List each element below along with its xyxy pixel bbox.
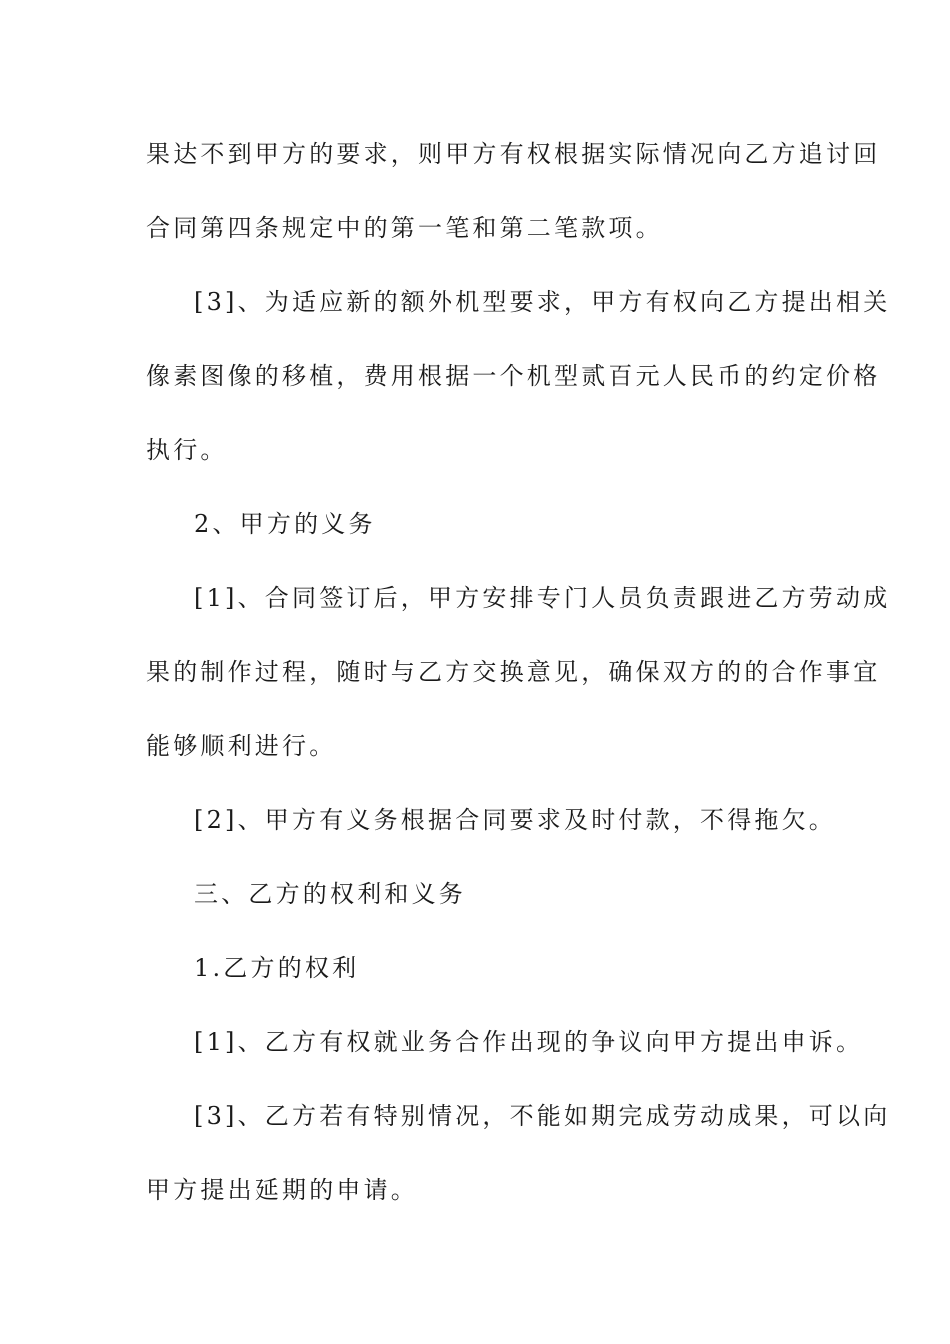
text-line: [1]、合同签订后，甲方安排专门人员负责跟进乙方劳动成 (194, 584, 891, 612)
text-line: 果达不到甲方的要求，则甲方有权根据实际情况向乙方追讨回 (146, 140, 881, 168)
section-heading: 2、甲方的义务 (194, 510, 376, 538)
section-heading: 三、乙方的权利和义务 (194, 880, 466, 908)
text-line: 甲方提出延期的申请。 (146, 1176, 418, 1204)
text-line: 能够顺利进行。 (146, 732, 337, 760)
text-line: 像素图像的移植，费用根据一个机型贰百元人民币的约定价格 (146, 362, 881, 390)
text-line: [1]、乙方有权就业务合作出现的争议向甲方提出申诉。 (194, 1028, 864, 1056)
text-line: [3]、为适应新的额外机型要求，甲方有权向乙方提出相关 (194, 288, 891, 316)
text-line: [2]、甲方有义务根据合同要求及时付款，不得拖欠。 (194, 806, 836, 834)
text-line: 执行。 (146, 436, 228, 464)
text-line: 果的制作过程，随时与乙方交换意见，确保双方的的合作事宜 (146, 658, 881, 686)
section-heading: 1.乙方的权利 (194, 954, 360, 982)
text-line: 合同第四条规定中的第一笔和第二笔款项。 (146, 214, 663, 242)
text-line: [3]、乙方若有特别情况，不能如期完成劳动成果，可以向 (194, 1102, 891, 1130)
